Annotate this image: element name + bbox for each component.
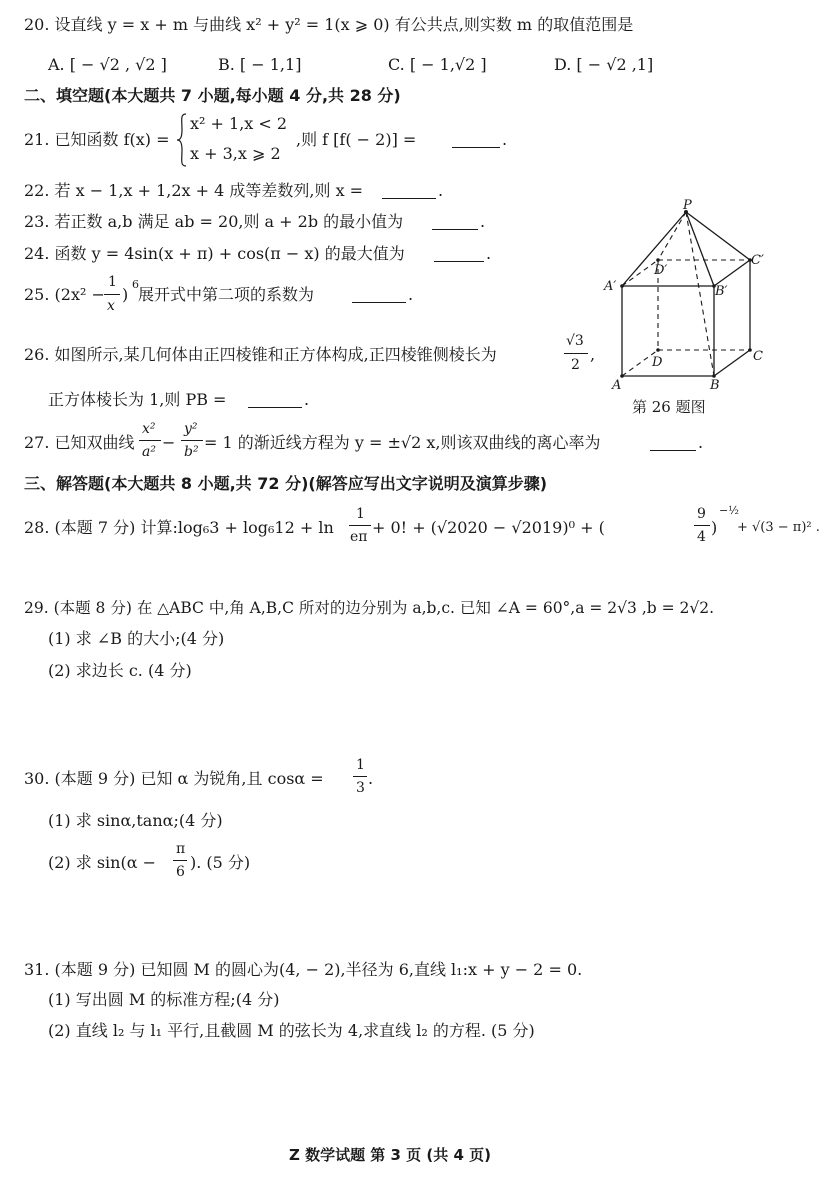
q26-end: . — [304, 390, 310, 409]
q30-end: . — [368, 769, 374, 788]
q21-end: . — [502, 130, 508, 149]
edge-PD1 — [658, 212, 686, 260]
q23-answer-blank[interactable] — [432, 213, 478, 230]
q25-frac-den: x — [107, 298, 115, 314]
q25-answer-blank[interactable] — [352, 286, 406, 303]
q21-case-2: x + 3,x ⩾ 2 — [190, 144, 281, 163]
section-3-heading: 三、解答题(本大题共 8 小题,共 72 分)(解答应写出文字说明及演算步骤) — [24, 474, 548, 493]
q29-part-2: (2) 求边长 c. (4 分) — [48, 661, 192, 680]
q22-text: 22. 若 x − 1,x + 1,2x + 4 成等差数列,则 x = — [24, 181, 364, 200]
q28-frac-den: 4 — [697, 529, 706, 545]
q27-minus: − — [162, 433, 176, 452]
q23-text: 23. 若正数 a,b 满足 ab = 20,则 a + 2b 的最小值为 — [24, 212, 404, 231]
edge-PB — [686, 212, 714, 376]
label-D: D — [652, 355, 663, 370]
q28-close-paren: ) — [711, 518, 718, 537]
label-A: A — [612, 378, 622, 393]
q28-exponent: −½ — [719, 504, 739, 517]
q30-frac-den: 3 — [356, 780, 365, 796]
q30-frac-num: 1 — [356, 757, 365, 773]
q25-prefix: 25. (2x² − — [24, 285, 105, 304]
q28-suffix: + √(3 − π)² . — [737, 520, 820, 535]
q26-line-1: 26. 如图所示,某几何体由正四棱锥和正方体构成,正四棱锥侧棱长为 — [24, 345, 497, 364]
section-2-heading: 二、填空题(本大题共 7 小题,每小题 4 分,共 28 分) — [24, 86, 401, 105]
q31-part-1: (1) 写出圆 M 的标准方程;(4 分) — [48, 990, 280, 1009]
q20-option-a: A. [ − √2 , √2 ] — [48, 55, 167, 74]
q24-text: 24. 函数 y = 4sin(x + π) + cos(π − x) 的最大值为 — [24, 244, 405, 263]
figure-26-caption: 第 26 题图 — [632, 398, 706, 416]
q21-answer-blank[interactable] — [452, 131, 500, 148]
q27-frac2-num: y² — [184, 421, 198, 437]
q31-stem: 31. (本题 9 分) 已知圆 M 的圆心为(4, − 2),半径为 6,直线 l₁:x + y − 2 = 0. — [24, 960, 583, 979]
label-B-prime: B′ — [715, 284, 728, 299]
q30-prefix: 30. (本题 9 分) 已知 α 为锐角,且 cosα = — [24, 769, 324, 788]
q28-ln-num: 1 — [356, 506, 365, 522]
q27-prefix: 27. 已知双曲线 — [24, 433, 135, 452]
q29-stem: 29. (本题 8 分) 在 △ABC 中,角 A,B,C 所对的边分别为 a,b,c. 已知 ∠A = 60°,a = 2√3 ,b = 2√2. — [24, 599, 715, 617]
q26-line-2: 正方体棱长为 1,则 PB = — [48, 390, 227, 409]
edge-B1C1 — [714, 260, 750, 286]
q26-frac-num: √3 — [566, 333, 584, 349]
q27-suffix: = 1 的渐近线方程为 y = ±√2 x,则该双曲线的离心率为 — [204, 433, 601, 452]
q24-answer-blank[interactable] — [434, 245, 484, 262]
q24-end: . — [486, 244, 492, 263]
q21-prefix: 21. 已知函数 f(x) = — [24, 130, 170, 149]
label-C-prime: C′ — [751, 253, 764, 268]
q25-exponent: 6 — [132, 278, 139, 291]
q23-end: . — [480, 212, 486, 231]
q27-frac1-den: a² — [142, 444, 156, 460]
q25-end: . — [408, 285, 414, 304]
q29-part-1: (1) 求 ∠B 的大小;(4 分) — [48, 629, 225, 648]
q27-answer-blank[interactable] — [650, 434, 696, 451]
q28-frac-num: 9 — [697, 506, 706, 522]
figure-26 — [598, 198, 768, 394]
q25-close-paren: ) — [122, 285, 129, 304]
q26-frac-den: 2 — [571, 357, 580, 373]
q31-part-2: (2) 直线 l₂ 与 l₁ 平行,且截圆 M 的弦长为 4,求直线 l₂ 的方程. (5 分) — [48, 1021, 535, 1040]
q27-frac1-num: x² — [142, 421, 156, 437]
label-D-prime: D′ — [654, 263, 668, 278]
q25-frac-num: 1 — [108, 274, 117, 290]
q30-part-2-suffix: ). (5 分) — [190, 853, 251, 872]
q20-option-d: D. [ − √2 ,1] — [554, 55, 654, 74]
q26-comma: , — [590, 345, 596, 364]
q28-prefix: 28. (本题 7 分) 计算:log₆3 + log₆12 + ln — [24, 518, 334, 537]
q30-part-2-frac-den: 6 — [176, 864, 185, 880]
q20-option-b: B. [ − 1,1] — [218, 55, 302, 74]
label-B: B — [710, 378, 720, 393]
q21-brace — [176, 112, 188, 168]
q30-part-2-prefix: (2) 求 sin(α − — [48, 853, 157, 872]
edge-BC — [714, 350, 750, 376]
label-A-prime: A′ — [604, 279, 617, 294]
page-footer: Z 数学试题 第 3 页 (共 4 页) — [288, 1146, 492, 1164]
edge-A1D1 — [622, 260, 658, 286]
label-C: C — [753, 349, 763, 364]
q22-end: . — [438, 181, 444, 200]
q20-stem: 20. 设直线 y = x + m 与曲线 x² + y² = 1(x ⩾ 0) 有公共点,则实数 m 的取值范围是 — [24, 15, 634, 34]
q27-end: . — [698, 433, 704, 452]
q20-option-c: C. [ − 1,√2 ] — [388, 55, 487, 74]
q25-suffix: 展开式中第二项的系数为 — [138, 285, 315, 304]
q21-case-1: x² + 1,x < 2 — [190, 114, 288, 133]
q30-part-1: (1) 求 sinα,tanα;(4 分) — [48, 811, 223, 830]
q21-suffix: ,则 f [f( − 2)] = — [296, 130, 417, 149]
q28-ln-den: eπ — [350, 529, 368, 545]
q27-frac2-den: b² — [184, 444, 199, 460]
q26-answer-blank[interactable] — [248, 391, 302, 408]
q30-part-2-frac-num: π — [176, 841, 186, 857]
q28-middle: + 0! + (√2020 − √2019)⁰ + ( — [372, 518, 605, 537]
q22-answer-blank[interactable] — [382, 182, 436, 199]
label-P: P — [683, 198, 692, 213]
